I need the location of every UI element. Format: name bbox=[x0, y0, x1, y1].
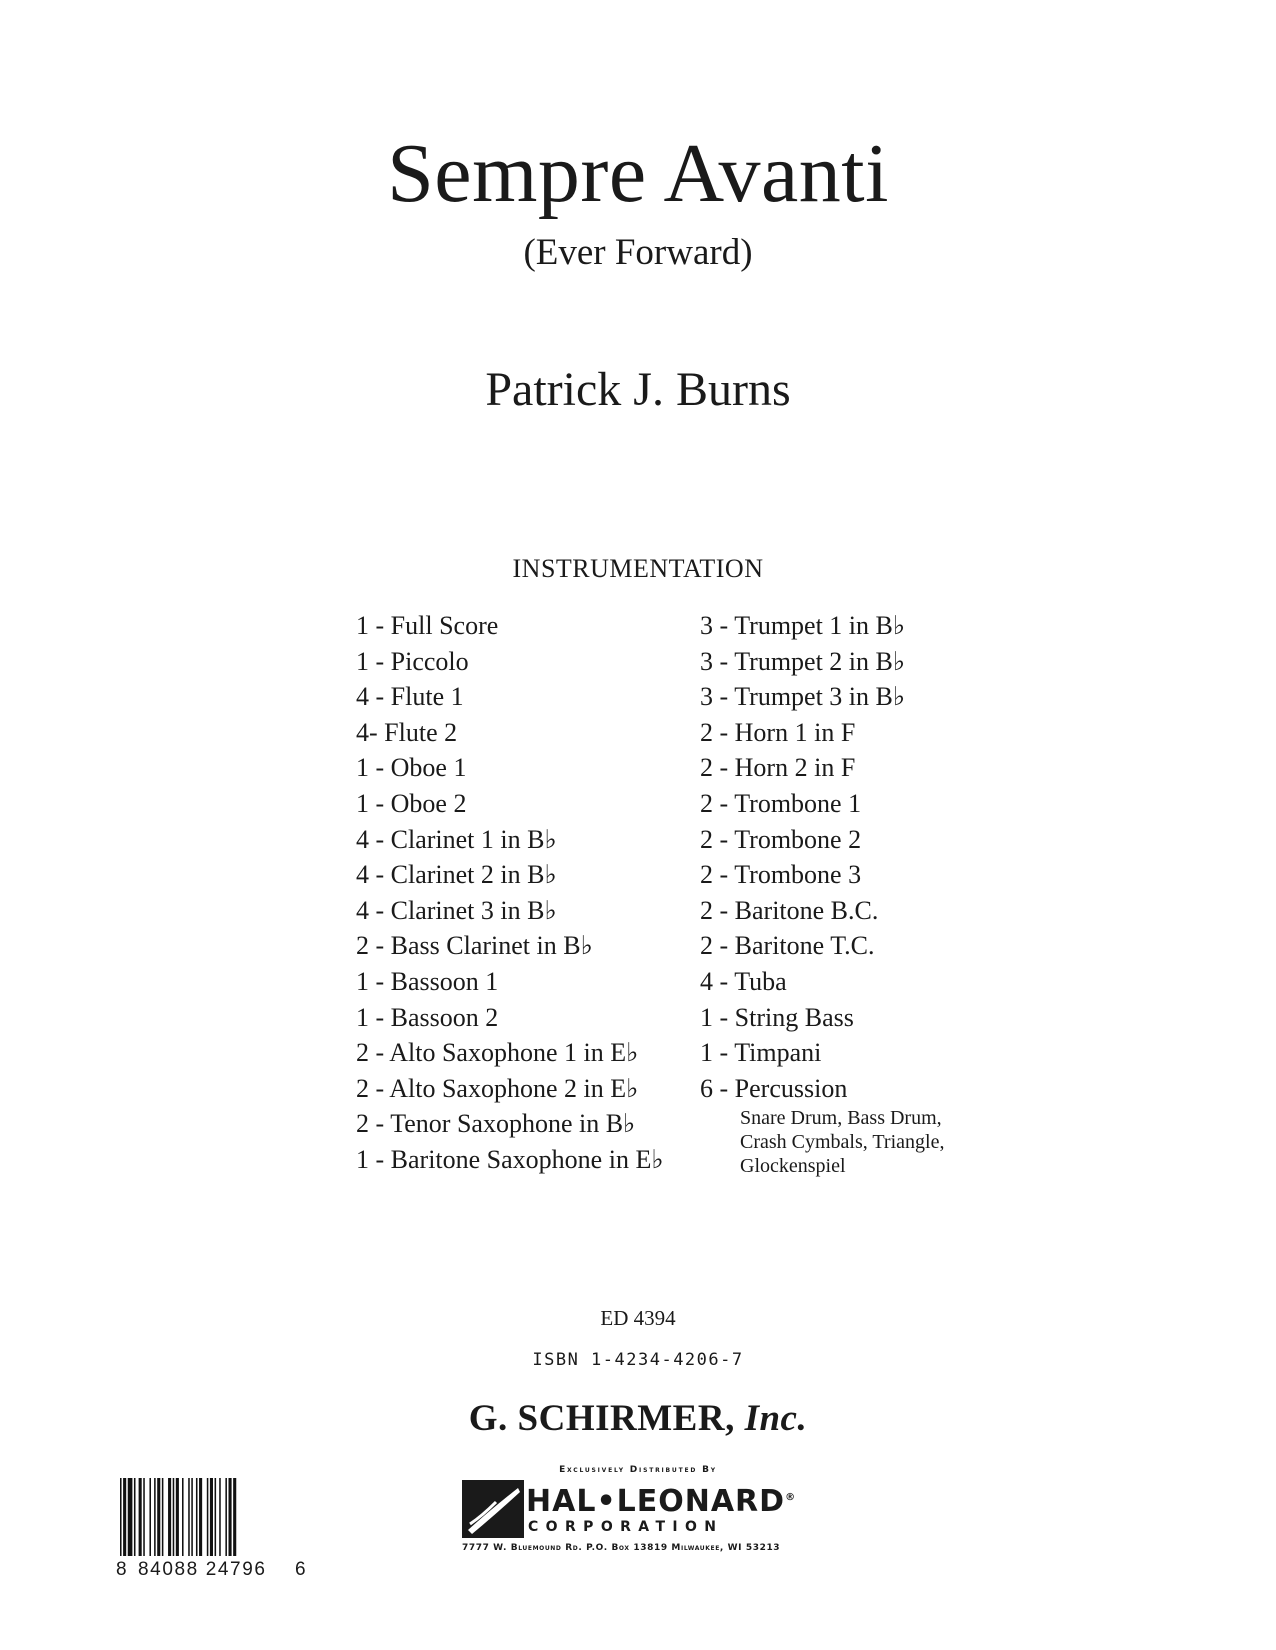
barcode-bar bbox=[139, 1478, 142, 1556]
barcode-bar bbox=[188, 1478, 190, 1556]
barcode-bar bbox=[143, 1478, 145, 1556]
page-title: Sempre Avanti bbox=[387, 127, 889, 220]
list-item: 6 - Percussion bbox=[700, 1073, 848, 1103]
barcode-bar bbox=[229, 1478, 232, 1556]
list-item: 1 - Timpani bbox=[700, 1038, 822, 1068]
instrument-list-right bbox=[700, 608, 944, 1178]
composer-name: Patrick J. Burns bbox=[485, 363, 791, 416]
distributor-corporation: CORPORATION bbox=[528, 1519, 724, 1535]
list-item: 1 - Baritone Saxophone in E♭ bbox=[356, 1144, 664, 1174]
distributor-name bbox=[526, 1484, 797, 1519]
instrument-list-left bbox=[356, 608, 664, 1178]
list-item: 3 - Trumpet 2 in B♭ bbox=[700, 646, 906, 676]
list-item: 4 - Clarinet 2 in B♭ bbox=[356, 860, 557, 890]
subtitle: (Ever Forward) bbox=[523, 232, 753, 273]
list-item: 1 - String Bass bbox=[700, 1002, 854, 1032]
publisher-suffix: Inc. bbox=[744, 1398, 808, 1439]
percussion-detail: Glockenspiel bbox=[740, 1155, 846, 1178]
isbn: ISBN 1-4234-4206-7 bbox=[532, 1350, 744, 1370]
distributor-name-text: HAL•LEONARD bbox=[526, 1484, 786, 1519]
list-item: 3 - Trumpet 3 in B♭ bbox=[700, 682, 906, 712]
barcode-bar bbox=[134, 1478, 136, 1556]
distributor-tagline: Exclusively Distributed By bbox=[559, 1465, 717, 1475]
barcode-bar bbox=[123, 1478, 126, 1556]
barcode-bar bbox=[154, 1478, 156, 1556]
barcode-bar bbox=[173, 1478, 175, 1556]
list-item: 2 - Tenor Saxophone in B♭ bbox=[356, 1109, 636, 1139]
barcode-bar bbox=[176, 1478, 179, 1556]
hal-leonard-logo-icon bbox=[462, 1480, 524, 1538]
barcode-bar bbox=[168, 1478, 171, 1556]
list-item: 4- Flute 2 bbox=[356, 717, 458, 747]
barcode-bar bbox=[162, 1478, 164, 1556]
list-item: 4 - Flute 1 bbox=[356, 682, 464, 712]
barcode-bar bbox=[182, 1478, 184, 1556]
list-item: 2 - Horn 2 in F bbox=[700, 753, 856, 783]
registered-mark: ® bbox=[785, 1492, 797, 1503]
percussion-detail: Crash Cymbals, Triangle, bbox=[740, 1131, 945, 1154]
publisher-main: G. SCHIRMER, bbox=[468, 1398, 735, 1439]
barcode-bar bbox=[149, 1478, 151, 1556]
barcode-icon bbox=[120, 1478, 294, 1556]
list-item: 3 - Trumpet 1 in B♭ bbox=[700, 611, 906, 640]
list-item: 1 - Bassoon 1 bbox=[356, 966, 499, 996]
publisher-name bbox=[0, 1400, 1276, 1437]
barcode-bar bbox=[210, 1478, 213, 1556]
list-item: 2 - Horn 1 in F bbox=[700, 717, 856, 747]
list-item: 2 - Trombone 2 bbox=[700, 824, 862, 854]
list-item: 2 - Trombone 1 bbox=[700, 788, 862, 818]
list-item: 2 - Trombone 3 bbox=[700, 860, 862, 890]
barcode-bar bbox=[196, 1478, 198, 1556]
barcode-first-digit: 8 bbox=[116, 1559, 128, 1580]
barcode-last-digit: 6 bbox=[295, 1559, 307, 1580]
list-item: 4 - Clarinet 1 in B♭ bbox=[356, 824, 557, 854]
barcode-bar bbox=[199, 1478, 202, 1556]
instrumentation-heading: INSTRUMENTATION bbox=[512, 554, 764, 583]
list-item: 1 - Piccolo bbox=[356, 646, 469, 676]
list-item: 1 - Bassoon 2 bbox=[356, 1002, 499, 1032]
barcode-bar bbox=[219, 1478, 221, 1556]
barcode-bar bbox=[207, 1478, 209, 1556]
list-item: 1 - Oboe 1 bbox=[356, 753, 467, 783]
list-item: 2 - Baritone T.C. bbox=[700, 931, 875, 961]
barcode-bar bbox=[191, 1478, 193, 1556]
list-item: 2 - Bass Clarinet in B♭ bbox=[356, 931, 593, 961]
barcode-bar bbox=[215, 1478, 217, 1556]
percussion-detail: Snare Drum, Bass Drum, bbox=[740, 1107, 942, 1130]
barcode-bar bbox=[128, 1478, 133, 1556]
barcode-bar bbox=[120, 1478, 122, 1556]
list-item: 2 - Alto Saxophone 1 in E♭ bbox=[356, 1038, 639, 1068]
barcode-middle-digits: 84088 24796 bbox=[138, 1559, 267, 1580]
list-item: 4 - Clarinet 3 in B♭ bbox=[356, 895, 557, 925]
list-item: 2 - Alto Saxophone 2 in E♭ bbox=[356, 1073, 639, 1103]
barcode-bar bbox=[157, 1478, 160, 1556]
barcode-bar bbox=[225, 1478, 227, 1556]
distributor-address: 7777 W. Bluemound Rd. P.O. Box 13819 Milwaukee, WI 53213 bbox=[462, 1543, 781, 1553]
edition-number: ED 4394 bbox=[600, 1306, 676, 1330]
list-item: 4 - Tuba bbox=[700, 966, 787, 996]
list-item: 2 - Baritone B.C. bbox=[700, 895, 879, 925]
list-item: 1 - Oboe 2 bbox=[356, 788, 467, 818]
list-item: 1 - Full Score bbox=[356, 611, 499, 640]
barcode-bar bbox=[233, 1478, 236, 1556]
